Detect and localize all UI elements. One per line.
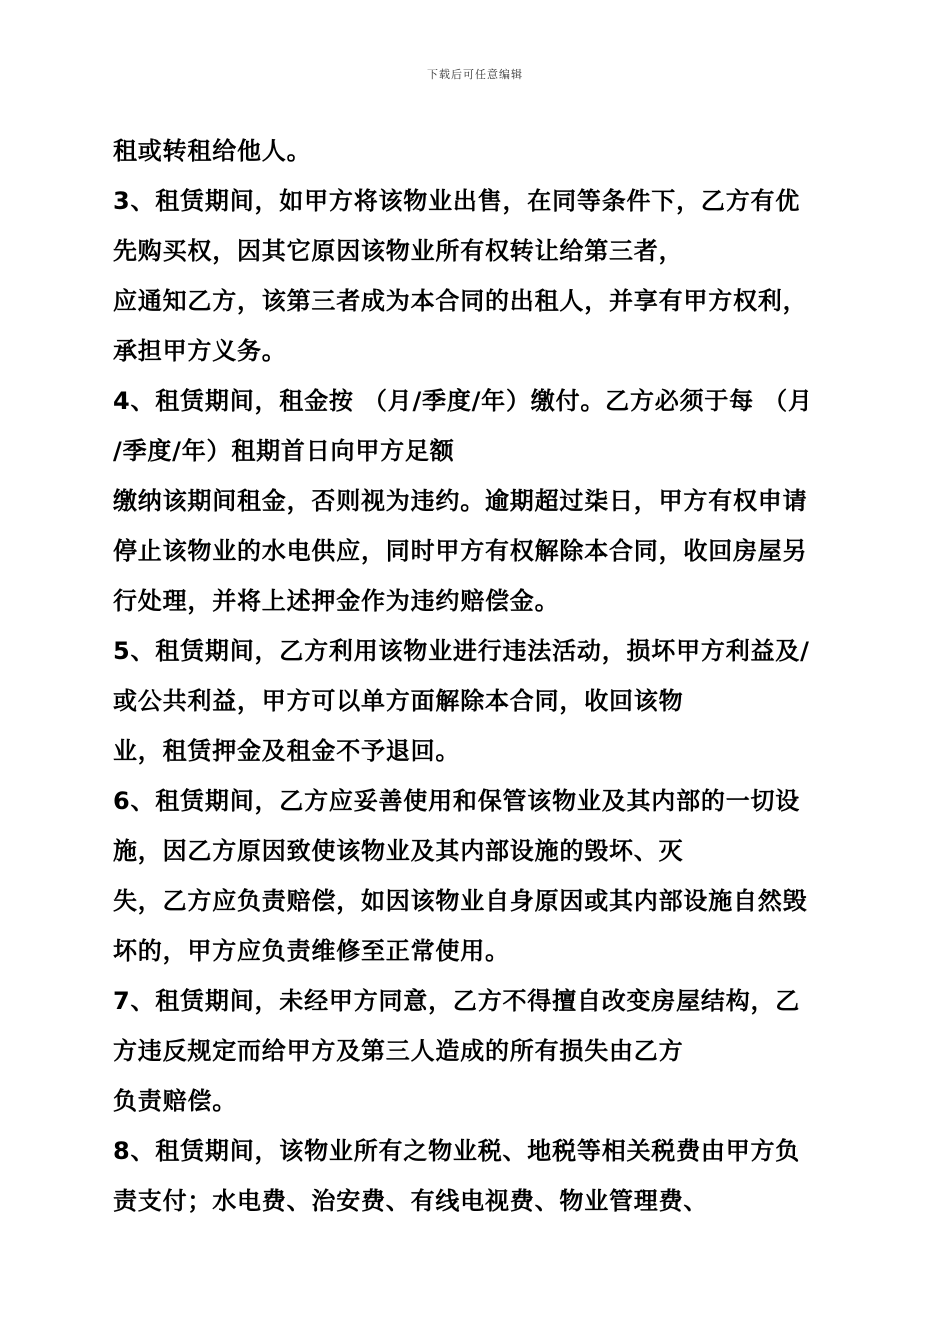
text-line: 业，租赁押金及租金不予退回。: [113, 737, 461, 765]
text-line: 行处理，并将上述押金作为违约赔偿金。: [113, 587, 560, 615]
text-line: 8、租赁期间，该物业所有之物业税、地税等相关税费由甲方负: [113, 1137, 801, 1165]
text-line: 4、租赁期间，租金按 （月/季度/年）缴付。乙方必须于每 （月: [113, 387, 813, 415]
text-line: 停止该物业的水电供应，同时甲方有权解除本合同，收回房屋另: [113, 537, 808, 565]
text-line: 先购买权，因其它原因该物业所有权转让给第三者，: [113, 237, 684, 265]
text-line: 5、租赁期间，乙方利用该物业进行违法活动，损坏甲方利益及/: [113, 637, 810, 665]
text-line: 7、租赁期间，未经甲方同意，乙方不得擅自改变房屋结构，乙: [113, 987, 801, 1015]
text-line: 坏的，甲方应负责维修至正常使用。: [113, 937, 510, 965]
text-line: 承担甲方义务。: [113, 337, 287, 365]
text-line: 失，乙方应负责赔偿，如因该物业自身原因或其内部设施自然毁: [113, 887, 808, 915]
text-line: 3、租赁期间，如甲方将该物业出售，在同等条件下，乙方有优: [113, 187, 801, 215]
text-line: 缴纳该期间租金，否则视为违约。逾期超过柒日，甲方有权申请: [113, 487, 808, 515]
text-line: 或公共利益，甲方可以单方面解除本合同，收回该物: [113, 687, 684, 715]
text-line: 负责赔偿。: [113, 1087, 237, 1115]
text-line: 责支付；水电费、治安费、有线电视费、物业管理费、: [113, 1187, 709, 1215]
text-line: 租或转租给他人。: [113, 137, 312, 165]
page-header: 下载后可任意编辑: [427, 68, 523, 81]
text-line: 方违反规定而给甲方及第三人造成的所有损失由乙方: [113, 1037, 684, 1065]
document-body: [113, 126, 843, 1226]
text-line: 应通知乙方，该第三者成为本合同的出租人，并享有甲方权利，: [113, 287, 808, 315]
text-line: 6、租赁期间，乙方应妥善使用和保管该物业及其内部的一切设: [113, 787, 801, 815]
text-line: 施，因乙方原因致使该物业及其内部设施的毁坏、灭: [113, 837, 684, 865]
text-line: /季度/年）租期首日向甲方足额: [113, 437, 455, 465]
